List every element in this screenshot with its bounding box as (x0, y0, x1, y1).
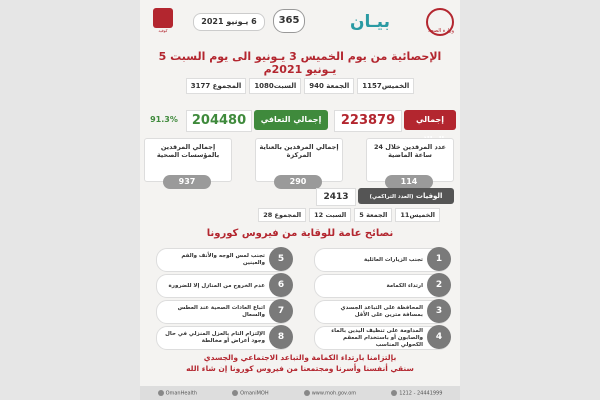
daily-cases-cell: الخميس1157 (357, 78, 414, 94)
campaign-logo-text: كوفيد (158, 28, 168, 33)
advice-item (156, 300, 292, 324)
advice-text: ارتداء الكمامة (386, 282, 423, 289)
icu-card (255, 138, 343, 186)
deaths-daily-cell: الخميس11 (395, 208, 440, 222)
hospitalized-total-card (144, 138, 232, 186)
advice-text: المداومة على تنظيف اليدين بالماء والصابون أو باستخدام المعقم الكحولي المناسب (331, 327, 423, 348)
footer-health: OmanHealth (158, 390, 197, 397)
period-subtitle: الإحصائية من يوم الخميس 3 يـونيو الى يوم السبت 5 يـونيو 2021م (158, 50, 442, 76)
hospitalized-24h-label: عدد المرقدين خلال 24 ساعة الماضية (374, 143, 446, 159)
moh-logo-text: وزارة الصحة (428, 28, 454, 34)
advice-item (314, 248, 450, 272)
advice-item (156, 248, 292, 272)
daily-cases-row (180, 78, 420, 94)
bulletin-number: 365 (273, 9, 305, 33)
deaths-daily-cell: المجموع 28 (258, 208, 306, 222)
deaths-note: (العدد التراكمي) (369, 194, 414, 200)
phone-icon (391, 390, 397, 396)
advice-item (314, 326, 450, 350)
advice-text: اتباع العادات الصحية عند العطس والسعال (177, 305, 265, 318)
advice-title: نصائح عامة للوقاية من فيروس كورونا (206, 228, 394, 239)
campaign-logo-icon (153, 8, 173, 28)
bulletin-poster (140, 0, 460, 400)
hospitalized-total-value: 937 (163, 175, 211, 189)
hospitalized-24h-value: 114 (385, 175, 433, 189)
campaign-logo (148, 8, 178, 36)
total-recovered-value: 204480 (186, 110, 252, 132)
icu-value: 290 (274, 175, 322, 189)
advice-text: عدم الخروج من المنازل إلا للضرورة (168, 282, 265, 289)
advice-text: تجنب الزيارات العائلية (363, 256, 423, 263)
closing-line-1: بإلتزامنا بارتداء الكمامة والتباعد الاجتماعي والجسدي (203, 353, 397, 362)
total-cases-value: 223879 (334, 110, 402, 132)
recovery-percentage: 91.3% (150, 115, 178, 124)
total-recovered-label: إجمالي التعافي (254, 110, 328, 130)
deaths-daily-cell: السبت 12 (309, 208, 351, 222)
closing-line-2: سنقي أنفسنا وأسرنا ومجتمعنا من فيروس كورونا إن شاء الله (186, 364, 414, 373)
advice-number: 1 (427, 247, 451, 271)
advice-number: 2 (427, 273, 451, 297)
hospitalized-total-label: إجمالي المرقدين بالمؤسسات الصحية (156, 143, 220, 159)
icu-label: إجمالي المرقدين بالعناية المركزة (259, 143, 339, 159)
daily-cases-cell: الجمعة 940 (304, 78, 354, 94)
social-icon (158, 390, 164, 396)
advice-text: الإلتزام التام بالعزل المنزلي في حال وجود أعراض أو مخالطة (165, 331, 265, 344)
advice-item (314, 300, 450, 324)
advice-item (314, 274, 450, 298)
advice-number: 5 (269, 247, 293, 271)
advice-number: 3 (427, 299, 451, 323)
footer-site: www.moh.gov.om (304, 390, 356, 397)
footer (140, 386, 460, 400)
deaths-daily-row (258, 208, 440, 222)
advice-number: 7 (269, 299, 293, 323)
total-cases-label: إجمالي (404, 110, 456, 130)
daily-cases-cell: السبت1080 (249, 78, 301, 94)
deaths-label: الوفيات (العدد التراكمي) (358, 188, 454, 204)
footer-phone: 1212 - 24441999 (391, 390, 442, 397)
advice-item (156, 274, 292, 298)
advice-item (156, 326, 292, 350)
hospitalized-24h-card (366, 138, 454, 186)
footer-moh: OmaniMOH (232, 390, 268, 397)
social-icon (232, 390, 238, 396)
advice-number: 8 (269, 325, 293, 349)
moh-logo (420, 8, 454, 36)
deaths-daily-cell: الجمعة 5 (354, 208, 392, 222)
advice-number: 4 (427, 325, 451, 349)
deaths-value: 2413 (316, 188, 356, 206)
bulletin-title: بيـان (349, 12, 390, 32)
advice-text: المحافظة على التباعد الجسدي بمسافة مترين على الأقل (340, 305, 423, 318)
header (140, 6, 460, 38)
deaths-row (140, 186, 460, 206)
daily-cases-cell: المجموع 3177 (186, 78, 247, 94)
advice-number: 6 (269, 273, 293, 297)
closing-message (150, 352, 450, 374)
globe-icon (304, 390, 310, 396)
totals-row (140, 110, 460, 132)
bulletin-date: 6 يـونيو 2021 (193, 13, 265, 31)
advice-text: تجنب لمس الوجه والأنف والفم والعينين (181, 253, 265, 266)
